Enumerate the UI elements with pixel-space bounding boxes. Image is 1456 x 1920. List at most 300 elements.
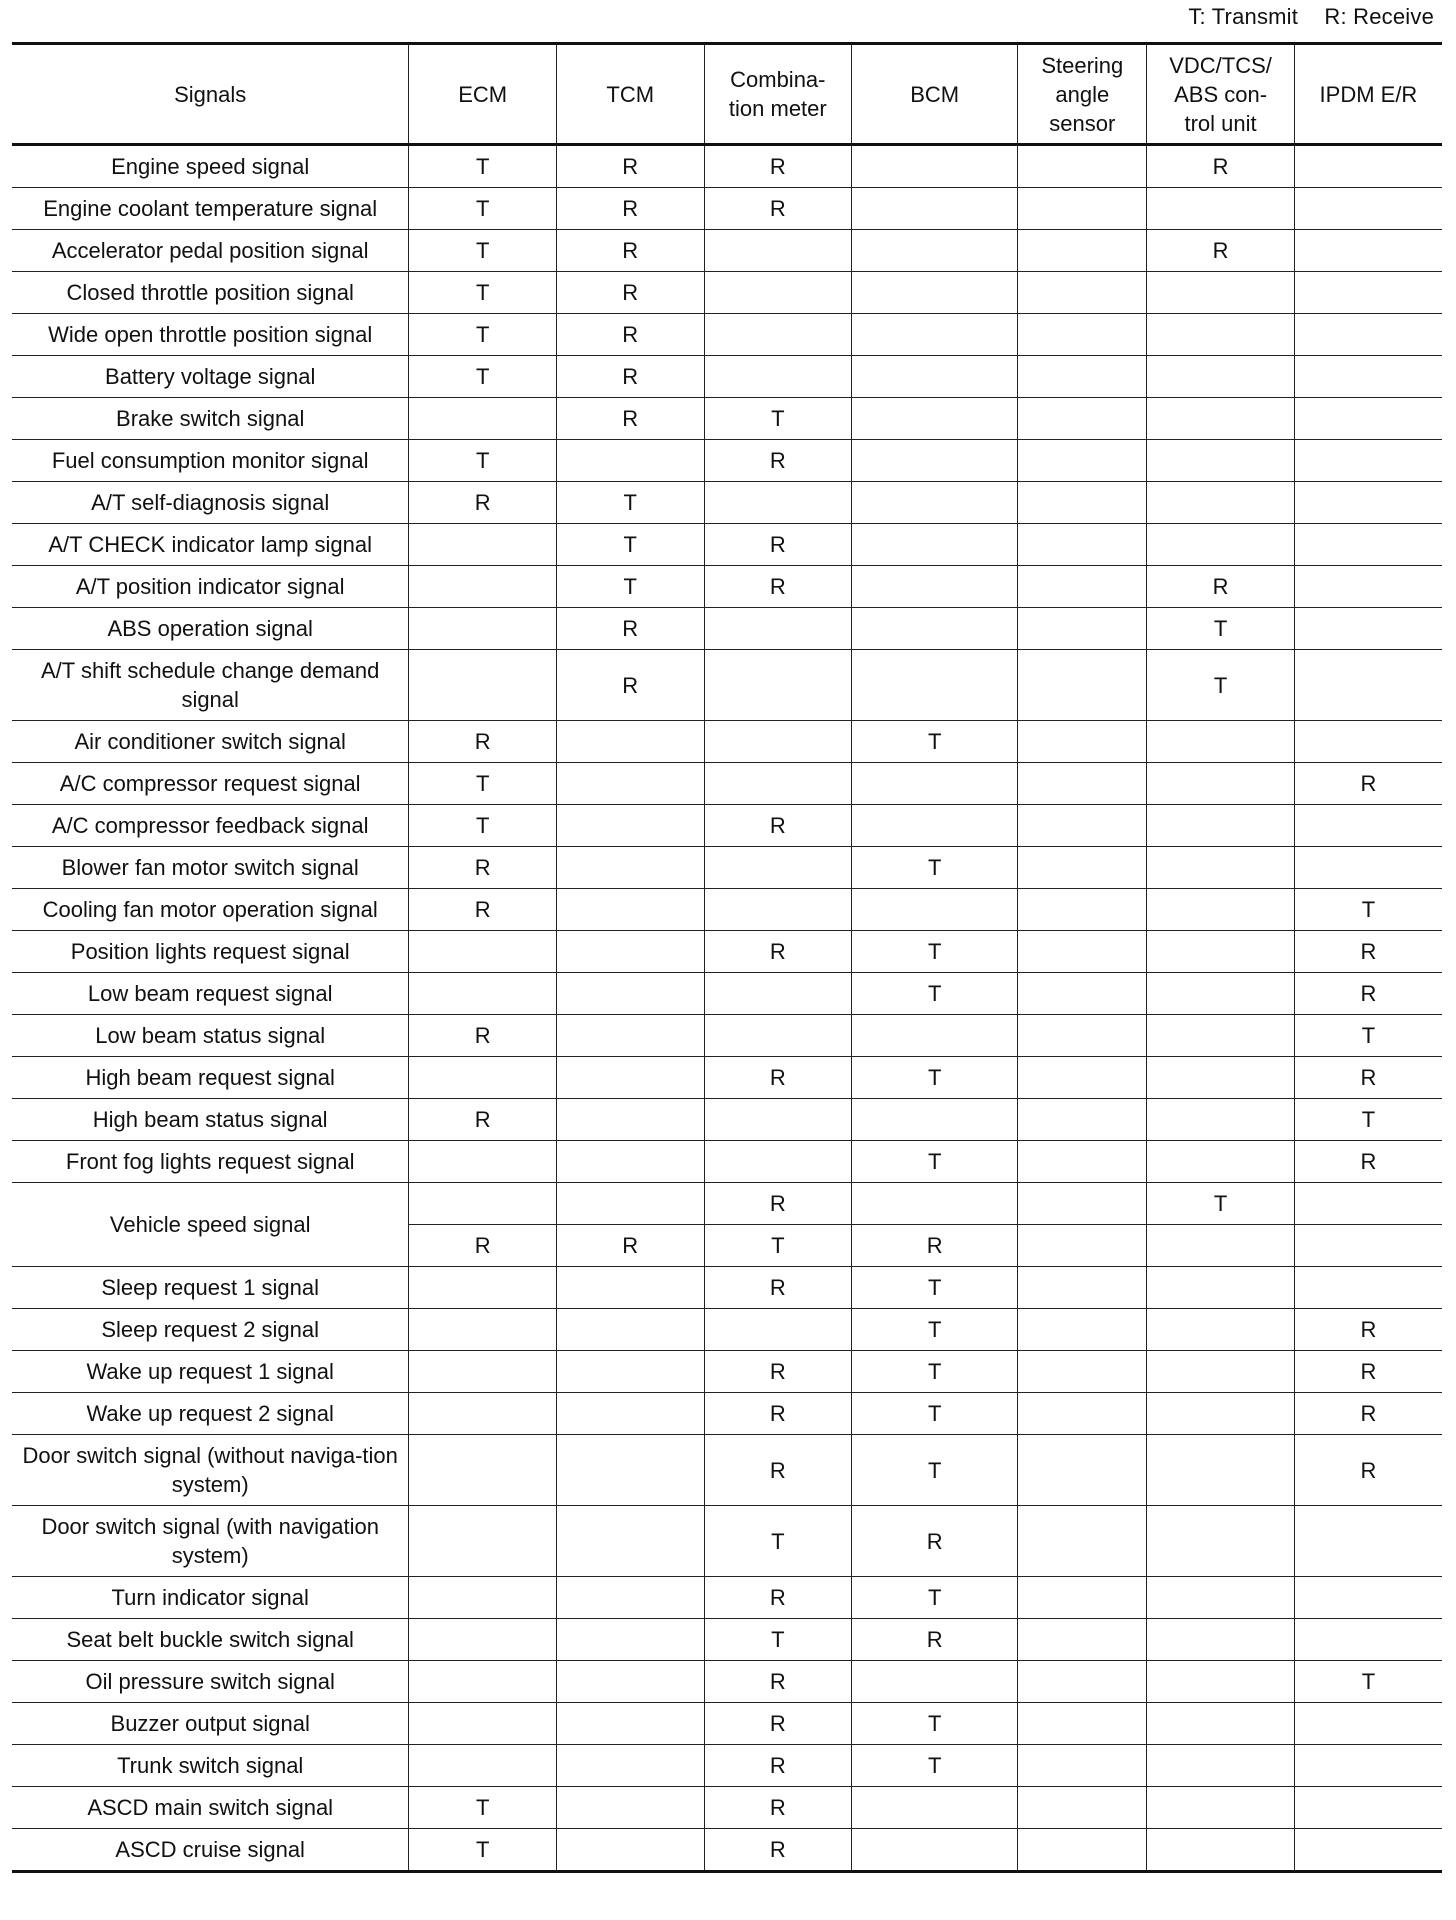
signal-direction-cell: R xyxy=(1294,973,1442,1015)
signal-direction-cell xyxy=(704,608,852,650)
signal-direction-cell xyxy=(409,1745,557,1787)
signal-direction-cell: T xyxy=(556,524,704,566)
signal-direction-cell xyxy=(1018,398,1147,440)
signal-name: A/T self-diagnosis signal xyxy=(12,482,409,524)
signal-direction-cell xyxy=(1147,272,1295,314)
signal-direction-cell xyxy=(704,763,852,805)
signal-direction-cell: T xyxy=(1147,650,1295,721)
signal-name: Position lights request signal xyxy=(12,931,409,973)
signal-direction-cell xyxy=(1018,1267,1147,1309)
signal-direction-cell xyxy=(852,314,1018,356)
signal-direction-cell xyxy=(704,889,852,931)
signal-direction-cell: T xyxy=(852,1267,1018,1309)
table-row xyxy=(12,524,1442,566)
table-body xyxy=(12,145,1442,1872)
signal-direction-cell xyxy=(852,1015,1018,1057)
signal-direction-cell xyxy=(852,230,1018,272)
signal-direction-cell: T xyxy=(852,1393,1018,1435)
signal-direction-cell xyxy=(852,272,1018,314)
table-row xyxy=(12,721,1442,763)
table-row xyxy=(12,482,1442,524)
signal-direction-cell: T xyxy=(852,1309,1018,1351)
signal-direction-cell xyxy=(1147,1577,1295,1619)
signal-direction-cell: R xyxy=(409,1015,557,1057)
signal-direction-cell xyxy=(704,650,852,721)
table-row xyxy=(12,1703,1442,1745)
signal-direction-cell xyxy=(1294,398,1442,440)
signal-direction-cell xyxy=(1018,973,1147,1015)
signal-direction-cell xyxy=(1294,1745,1442,1787)
table-row xyxy=(12,145,1442,188)
signal-direction-cell: R xyxy=(704,524,852,566)
signal-direction-cell xyxy=(1018,1577,1147,1619)
table-row xyxy=(12,1435,1442,1506)
signal-direction-cell: R xyxy=(704,1661,852,1703)
signal-direction-cell: T xyxy=(409,1787,557,1829)
signal-direction-cell xyxy=(1018,721,1147,763)
signal-name: Wide open throttle position signal xyxy=(12,314,409,356)
table-row xyxy=(12,1506,1442,1577)
table-row xyxy=(12,1745,1442,1787)
signal-direction-cell xyxy=(1147,1745,1295,1787)
signal-name: A/T shift schedule change demand signal xyxy=(12,650,409,721)
header-row xyxy=(12,44,1442,145)
signal-direction-cell xyxy=(409,1183,557,1225)
signal-direction-cell xyxy=(1018,1787,1147,1829)
signal-direction-cell xyxy=(1147,931,1295,973)
signal-direction-cell: R xyxy=(1294,1435,1442,1506)
signal-direction-cell: T xyxy=(852,847,1018,889)
signal-direction-cell xyxy=(1294,1225,1442,1267)
signal-direction-cell xyxy=(1018,188,1147,230)
signal-name: Seat belt buckle switch signal xyxy=(12,1619,409,1661)
signal-direction-cell xyxy=(1147,524,1295,566)
signal-direction-cell xyxy=(556,1099,704,1141)
header-vdc-tcs-abs: VDC/TCS/ ABS con- trol unit xyxy=(1147,44,1295,145)
signal-direction-cell: T xyxy=(704,398,852,440)
table-row xyxy=(12,1351,1442,1393)
table-row xyxy=(12,763,1442,805)
signal-direction-cell xyxy=(556,805,704,847)
table-row xyxy=(12,1787,1442,1829)
signal-direction-cell: T xyxy=(1147,1183,1295,1225)
signal-direction-cell: T xyxy=(409,356,557,398)
signal-direction-cell xyxy=(1294,650,1442,721)
signal-direction-cell xyxy=(1147,188,1295,230)
signal-direction-cell xyxy=(556,1351,704,1393)
signal-direction-cell xyxy=(556,889,704,931)
signal-direction-cell xyxy=(704,847,852,889)
signal-direction-cell xyxy=(409,1351,557,1393)
signal-direction-cell xyxy=(1294,1267,1442,1309)
signal-direction-cell xyxy=(704,1309,852,1351)
signal-name: High beam request signal xyxy=(12,1057,409,1099)
table-row xyxy=(12,889,1442,931)
signal-direction-cell xyxy=(409,1057,557,1099)
signal-direction-cell xyxy=(409,1703,557,1745)
signal-direction-cell: T xyxy=(409,188,557,230)
signal-direction-cell: R xyxy=(704,1267,852,1309)
signal-direction-cell xyxy=(1147,1619,1295,1661)
signal-direction-cell xyxy=(1147,1015,1295,1057)
signal-direction-cell xyxy=(556,1619,704,1661)
signal-direction-cell xyxy=(1018,1309,1147,1351)
signal-direction-cell xyxy=(1294,314,1442,356)
signal-direction-cell xyxy=(1294,482,1442,524)
signal-direction-cell: R xyxy=(704,1057,852,1099)
signal-direction-cell xyxy=(704,314,852,356)
signal-name: ASCD cruise signal xyxy=(12,1829,409,1872)
signal-direction-cell xyxy=(1147,973,1295,1015)
signal-direction-cell: R xyxy=(556,356,704,398)
signal-name: Wake up request 2 signal xyxy=(12,1393,409,1435)
signal-direction-cell xyxy=(704,1141,852,1183)
signal-direction-cell: T xyxy=(1294,1015,1442,1057)
signal-name: Door switch signal (with navigation system) xyxy=(12,1506,409,1577)
signal-direction-cell: R xyxy=(704,1829,852,1872)
signal-direction-cell: R xyxy=(556,1225,704,1267)
signal-direction-cell: T xyxy=(409,763,557,805)
signal-direction-cell: R xyxy=(556,272,704,314)
signal-direction-cell xyxy=(1294,1829,1442,1872)
signal-name: ABS operation signal xyxy=(12,608,409,650)
signal-direction-cell: T xyxy=(704,1506,852,1577)
signal-direction-cell: R xyxy=(556,230,704,272)
signal-direction-cell xyxy=(556,1745,704,1787)
signal-name: Trunk switch signal xyxy=(12,1745,409,1787)
signal-direction-cell xyxy=(1147,1435,1295,1506)
signal-direction-cell: R xyxy=(1294,931,1442,973)
table-row xyxy=(12,1829,1442,1872)
signal-direction-cell xyxy=(1294,566,1442,608)
table-row xyxy=(12,1183,1442,1225)
signal-direction-cell xyxy=(1018,1393,1147,1435)
signal-direction-cell: R xyxy=(704,145,852,188)
signal-direction-cell: T xyxy=(852,1057,1018,1099)
signal-direction-cell xyxy=(704,230,852,272)
signal-direction-cell xyxy=(1018,1661,1147,1703)
signal-direction-cell xyxy=(1018,608,1147,650)
signal-direction-cell xyxy=(1294,1577,1442,1619)
signal-direction-cell xyxy=(409,398,557,440)
signal-direction-cell: R xyxy=(704,1577,852,1619)
signal-name: Fuel consumption monitor signal xyxy=(12,440,409,482)
table-row xyxy=(12,314,1442,356)
signal-direction-cell xyxy=(409,1435,557,1506)
signal-direction-cell xyxy=(1294,721,1442,763)
signal-direction-cell xyxy=(1018,566,1147,608)
signal-direction-cell xyxy=(1147,889,1295,931)
signal-direction-cell xyxy=(1147,1099,1295,1141)
table-row xyxy=(12,847,1442,889)
signal-direction-cell xyxy=(409,1506,557,1577)
signal-direction-cell: R xyxy=(556,188,704,230)
table-row xyxy=(12,1577,1442,1619)
table-row xyxy=(12,1619,1442,1661)
table-row xyxy=(12,1141,1442,1183)
table-row xyxy=(12,608,1442,650)
signal-direction-cell xyxy=(852,805,1018,847)
signal-direction-cell: R xyxy=(556,398,704,440)
signal-direction-cell xyxy=(852,566,1018,608)
signal-direction-cell: R xyxy=(704,1183,852,1225)
signal-direction-cell: T xyxy=(1147,608,1295,650)
table-row xyxy=(12,272,1442,314)
signal-name: Front fog lights request signal xyxy=(12,1141,409,1183)
signal-direction-cell xyxy=(409,1267,557,1309)
signal-direction-cell: T xyxy=(556,482,704,524)
signal-direction-cell xyxy=(1294,230,1442,272)
table-row xyxy=(12,1309,1442,1351)
signal-direction-cell xyxy=(1147,1393,1295,1435)
signal-direction-cell: T xyxy=(409,230,557,272)
signal-direction-cell xyxy=(409,650,557,721)
legend xyxy=(1168,4,1434,30)
signal-direction-cell xyxy=(852,1183,1018,1225)
signal-direction-cell xyxy=(1294,524,1442,566)
signal-direction-cell: T xyxy=(852,931,1018,973)
signal-direction-cell xyxy=(1147,356,1295,398)
signal-direction-cell xyxy=(556,1506,704,1577)
signal-direction-cell: T xyxy=(852,973,1018,1015)
signal-direction-cell: R xyxy=(704,1787,852,1829)
signal-direction-cell xyxy=(1294,356,1442,398)
signal-name: Closed throttle position signal xyxy=(12,272,409,314)
signal-direction-cell xyxy=(556,847,704,889)
signal-direction-cell xyxy=(409,608,557,650)
signal-direction-cell xyxy=(409,1309,557,1351)
signal-name: Sleep request 1 signal xyxy=(12,1267,409,1309)
signal-name: High beam status signal xyxy=(12,1099,409,1141)
signal-direction-cell xyxy=(852,1661,1018,1703)
table-row xyxy=(12,931,1442,973)
signal-direction-cell xyxy=(1018,1225,1147,1267)
signal-direction-cell xyxy=(409,1661,557,1703)
header-bcm: BCM xyxy=(852,44,1018,145)
signal-direction-cell xyxy=(852,1829,1018,1872)
signal-direction-cell xyxy=(852,524,1018,566)
signal-direction-cell xyxy=(556,1267,704,1309)
signal-direction-cell: T xyxy=(852,721,1018,763)
signal-direction-cell xyxy=(409,1141,557,1183)
signal-direction-cell: R xyxy=(1294,763,1442,805)
signal-direction-cell xyxy=(1147,1225,1295,1267)
signal-name: Air conditioner switch signal xyxy=(12,721,409,763)
signal-direction-cell xyxy=(1294,1703,1442,1745)
signal-direction-cell xyxy=(556,1787,704,1829)
signal-direction-cell xyxy=(1294,608,1442,650)
table-row xyxy=(12,1057,1442,1099)
signal-direction-cell xyxy=(1018,356,1147,398)
signal-direction-cell xyxy=(1294,272,1442,314)
signal-direction-cell: R xyxy=(704,188,852,230)
signal-name: A/T CHECK indicator lamp signal xyxy=(12,524,409,566)
signal-direction-cell: R xyxy=(556,145,704,188)
signal-direction-cell xyxy=(1018,1619,1147,1661)
signal-name: Wake up request 1 signal xyxy=(12,1351,409,1393)
signal-name: Low beam status signal xyxy=(12,1015,409,1057)
signal-direction-cell xyxy=(1147,1787,1295,1829)
signal-direction-cell: R xyxy=(852,1619,1018,1661)
signal-direction-cell: R xyxy=(852,1225,1018,1267)
table-row xyxy=(12,566,1442,608)
signal-direction-cell: R xyxy=(1294,1393,1442,1435)
signal-direction-cell xyxy=(852,1787,1018,1829)
signal-direction-cell xyxy=(1294,1787,1442,1829)
signal-direction-cell xyxy=(1018,1015,1147,1057)
signal-direction-cell: T xyxy=(852,1703,1018,1745)
signal-direction-cell xyxy=(1018,931,1147,973)
signal-direction-cell xyxy=(1018,1703,1147,1745)
signal-direction-cell: R xyxy=(1294,1309,1442,1351)
signal-name: Door switch signal (without naviga-tion system) xyxy=(12,1435,409,1506)
signal-direction-cell: T xyxy=(409,805,557,847)
signal-name: ASCD main switch signal xyxy=(12,1787,409,1829)
signal-direction-cell: T xyxy=(409,314,557,356)
signal-direction-cell xyxy=(852,482,1018,524)
signal-direction-cell: R xyxy=(704,1393,852,1435)
signal-direction-cell: T xyxy=(1294,1661,1442,1703)
signal-direction-cell xyxy=(556,1309,704,1351)
signal-direction-cell xyxy=(704,356,852,398)
signal-direction-cell xyxy=(1147,314,1295,356)
signal-direction-cell: R xyxy=(409,889,557,931)
signal-direction-cell: R xyxy=(409,482,557,524)
signal-name: Turn indicator signal xyxy=(12,1577,409,1619)
signal-direction-cell xyxy=(852,398,1018,440)
signal-direction-cell xyxy=(1147,805,1295,847)
signal-direction-cell: R xyxy=(704,440,852,482)
signal-direction-cell xyxy=(1147,1267,1295,1309)
legend-transmit: T: Transmit xyxy=(1188,4,1299,29)
signal-direction-cell xyxy=(1018,314,1147,356)
signal-name: Oil pressure switch signal xyxy=(12,1661,409,1703)
signal-name: Low beam request signal xyxy=(12,973,409,1015)
signal-direction-cell: R xyxy=(1147,230,1295,272)
signal-direction-cell xyxy=(1018,650,1147,721)
signal-direction-cell xyxy=(556,1183,704,1225)
signal-direction-cell xyxy=(1018,1183,1147,1225)
signal-direction-cell: R xyxy=(1294,1057,1442,1099)
signal-direction-cell xyxy=(556,1015,704,1057)
signal-direction-cell xyxy=(409,1393,557,1435)
signal-direction-cell xyxy=(852,440,1018,482)
table-row xyxy=(12,398,1442,440)
signal-name: Vehicle speed signal xyxy=(12,1183,409,1267)
signal-direction-cell xyxy=(1018,1435,1147,1506)
signal-direction-cell xyxy=(1018,1099,1147,1141)
signal-direction-cell: R xyxy=(1294,1351,1442,1393)
signal-direction-cell xyxy=(852,145,1018,188)
table-row xyxy=(12,650,1442,721)
signal-direction-cell: T xyxy=(704,1619,852,1661)
signal-direction-cell xyxy=(704,482,852,524)
signal-direction-cell xyxy=(556,1393,704,1435)
signal-direction-cell xyxy=(1147,1661,1295,1703)
signal-table xyxy=(12,42,1442,1873)
signal-direction-cell xyxy=(1147,847,1295,889)
signal-direction-cell: R xyxy=(852,1506,1018,1577)
signal-direction-cell: T xyxy=(852,1351,1018,1393)
signal-direction-cell: R xyxy=(704,1703,852,1745)
signal-direction-cell: R xyxy=(704,566,852,608)
signal-direction-cell xyxy=(852,356,1018,398)
signal-direction-cell: T xyxy=(409,440,557,482)
signal-direction-cell xyxy=(852,650,1018,721)
header-steering-angle-sensor: Steering angle sensor xyxy=(1018,44,1147,145)
signal-direction-cell xyxy=(1147,1506,1295,1577)
legend-receive: R: Receive xyxy=(1324,4,1434,29)
signal-direction-cell xyxy=(704,973,852,1015)
signal-direction-cell: T xyxy=(704,1225,852,1267)
signal-direction-cell xyxy=(556,721,704,763)
signal-direction-cell xyxy=(556,440,704,482)
signal-name: Sleep request 2 signal xyxy=(12,1309,409,1351)
signal-direction-cell xyxy=(1018,230,1147,272)
signal-name: Cooling fan motor operation signal xyxy=(12,889,409,931)
signal-direction-cell xyxy=(1018,1057,1147,1099)
signal-direction-cell xyxy=(1147,721,1295,763)
signal-direction-cell xyxy=(1018,1351,1147,1393)
signal-direction-cell xyxy=(1147,1309,1295,1351)
signal-direction-cell xyxy=(1018,1829,1147,1872)
header-tcm: TCM xyxy=(556,44,704,145)
signal-direction-cell xyxy=(1147,1351,1295,1393)
signal-name: Accelerator pedal position signal xyxy=(12,230,409,272)
signal-direction-cell xyxy=(1018,524,1147,566)
table-row xyxy=(12,973,1442,1015)
signal-direction-cell: R xyxy=(704,1351,852,1393)
signal-direction-cell xyxy=(409,1619,557,1661)
signal-direction-cell xyxy=(852,1099,1018,1141)
table-row xyxy=(12,440,1442,482)
signal-direction-cell: T xyxy=(409,272,557,314)
table-row xyxy=(12,1015,1442,1057)
signal-direction-cell: T xyxy=(852,1577,1018,1619)
header-signals: Signals xyxy=(12,44,409,145)
signal-direction-cell xyxy=(409,566,557,608)
signal-direction-cell: T xyxy=(1294,1099,1442,1141)
signal-direction-cell xyxy=(1294,1619,1442,1661)
signal-direction-cell xyxy=(1147,482,1295,524)
signal-direction-cell xyxy=(704,1015,852,1057)
signal-direction-cell xyxy=(1147,1829,1295,1872)
signal-direction-cell xyxy=(852,188,1018,230)
signal-direction-cell xyxy=(1294,440,1442,482)
signal-direction-cell: R xyxy=(409,721,557,763)
signal-direction-cell: R xyxy=(704,805,852,847)
signal-direction-cell xyxy=(852,608,1018,650)
signal-direction-cell xyxy=(556,1829,704,1872)
signal-direction-cell xyxy=(704,1099,852,1141)
signal-direction-cell xyxy=(1294,188,1442,230)
signal-direction-cell: R xyxy=(1147,145,1295,188)
table-row xyxy=(12,1661,1442,1703)
signal-direction-cell xyxy=(1147,398,1295,440)
signal-direction-cell xyxy=(556,1057,704,1099)
signal-direction-cell xyxy=(1294,1183,1442,1225)
signal-direction-cell xyxy=(704,721,852,763)
signal-direction-cell xyxy=(409,524,557,566)
signal-direction-cell xyxy=(1294,805,1442,847)
signal-direction-cell xyxy=(1018,272,1147,314)
signal-direction-cell xyxy=(852,763,1018,805)
signal-direction-cell xyxy=(556,931,704,973)
signal-direction-cell xyxy=(1018,847,1147,889)
signal-direction-cell: R xyxy=(556,608,704,650)
signal-direction-cell xyxy=(1147,763,1295,805)
signal-direction-cell xyxy=(1018,1141,1147,1183)
